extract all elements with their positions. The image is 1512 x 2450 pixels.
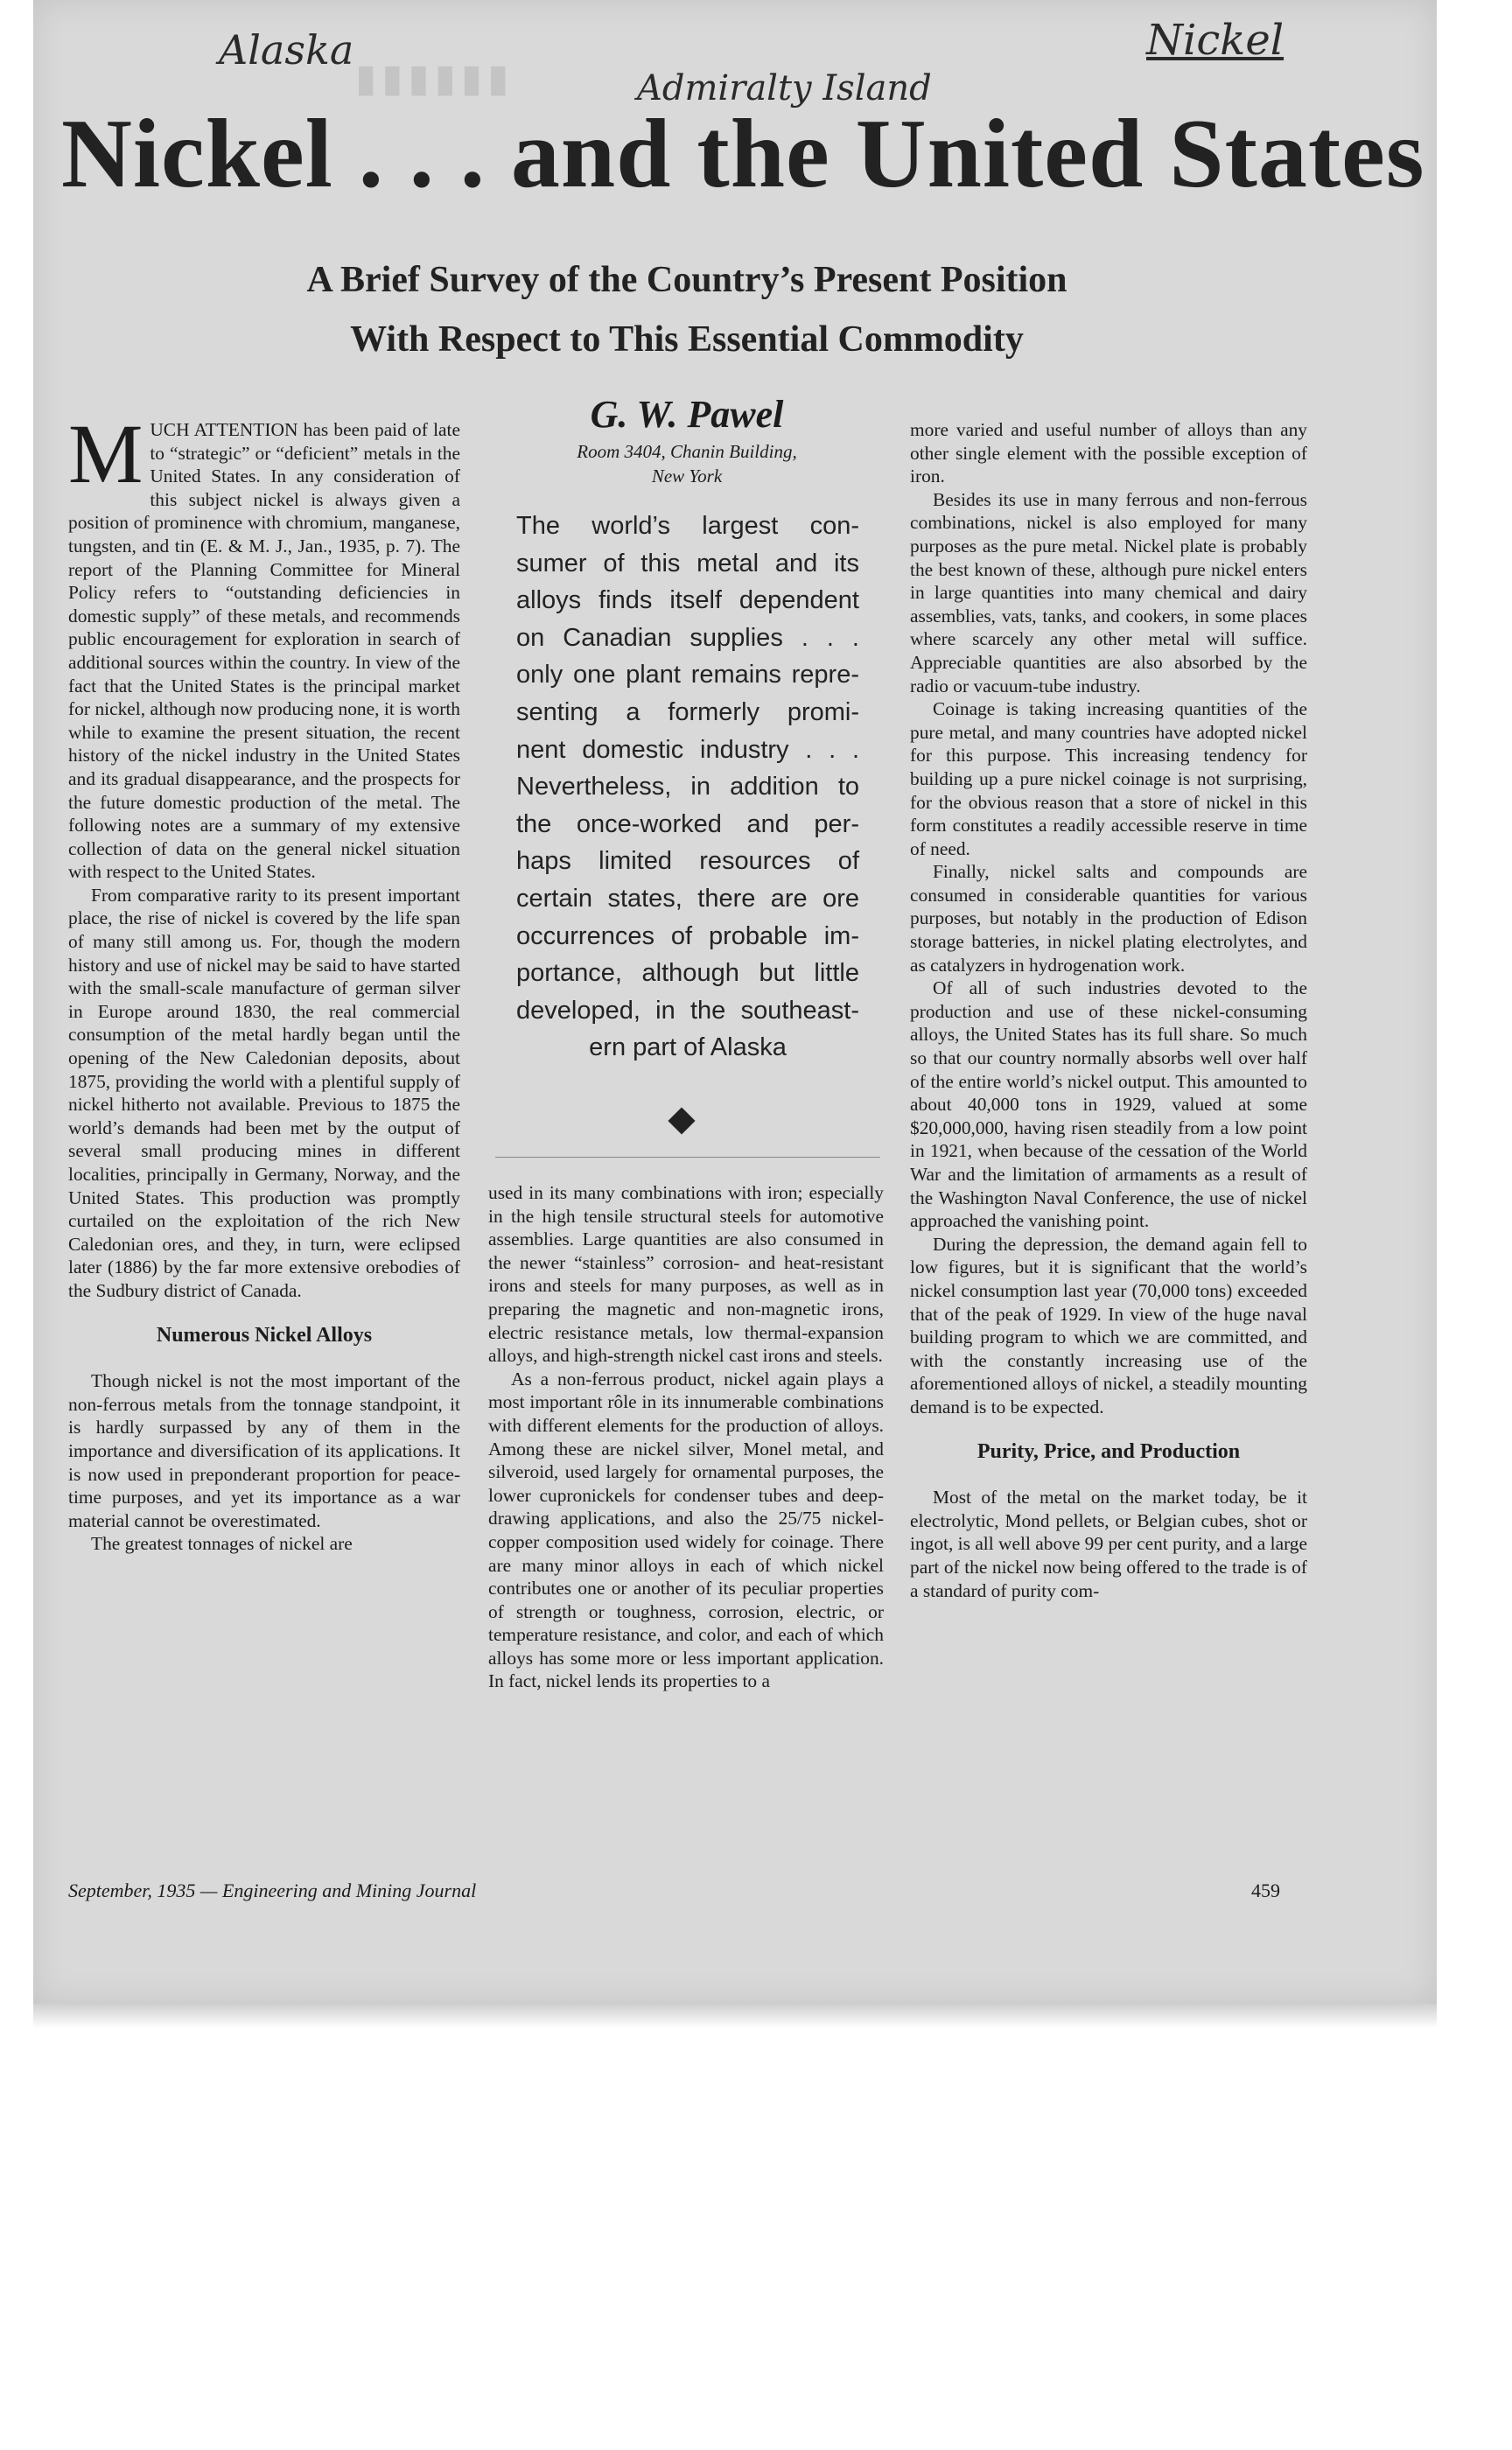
pull-quote-line: the once-worked and per- xyxy=(516,809,859,838)
pull-quote-line: on Canadian supplies . . . xyxy=(516,623,859,652)
pull-quote-line: portance, although but little xyxy=(516,959,859,988)
footer-publication-line: September, 1935 — Engineering and Mining Journal xyxy=(68,1880,477,1901)
page-number: 459 xyxy=(1251,1880,1280,1901)
paragraph: During the depression, the demand again fell to low figures, but it is significant that the world’s nickel consumption last year (70,000 tons) exceeded that of the peak of 1929. In view of the huge naval building program to which we are committed, and with the constantly increasing use of the aforementioned alloys of nickel, a steadily mounting demand is to be expected. xyxy=(910,1233,1307,1418)
faded-stamp-mark: ▮▮▮▮▮▮ xyxy=(355,57,514,100)
handwritten-note-alaska: Alaska xyxy=(219,26,354,74)
author-block xyxy=(490,390,884,488)
pull-quote-divider xyxy=(495,1157,880,1158)
author-name: G. W. Pawel xyxy=(590,393,784,436)
pull-quote-line: alloys finds itself dependent xyxy=(516,586,859,615)
column-middle xyxy=(488,1181,884,1693)
paragraph-text: UCH ATTENTION has been paid of late to “strategic” or “deficient” metals in the United States. In any consideration of this subject nickel is always given a position of prominence with chromium, manganese, tungsten, and tin (E. & M. J., Jan., 1935, p. 7). The report of the Planning Committee for Mineral Policy refers to “outstanding deficiencies in domestic supply” of these metals, and recommends public encouragement for exploration in search of additional sources within the country. In view of the fact that the United States is the principal market for nickel, although now producing none, it is worth while to examine the present situation, the recent history of the nickel industry in the United States and its gradual disappearance, and the prospects for the future domestic production of the metal. The following notes are a summary of my extensive collection of data on the general nickel situation with respect to the United States. xyxy=(68,419,460,883)
paragraph xyxy=(68,407,460,884)
handwritten-note-admiralty-island: Admiralty Island xyxy=(637,68,932,108)
article-subtitle xyxy=(88,250,1286,369)
paragraph: used in its many combinations with iron; especially in the high tensile structural steels for automotive assemblies. Large quantities are also consumed in the newer “stainless” corrosion- and heat-resistant irons and steels for many purposes, as well as in preparing the magnetic and non-magnetic irons, electric resistance metals, low thermal-expansion alloys, and high-strength nickel cast irons and steels. xyxy=(488,1182,884,1367)
column-left xyxy=(68,407,460,1556)
pull-quote-line: haps limited resources of xyxy=(516,847,859,876)
paragraph: From comparative rarity to its present important place, the rise of nickel is covered by the life span of many still among us. For, though the modern history and use of nickel may be said to have started with the small-scale manufacture of german silver in Europe around 1830, the real commercial consumption of the metal hardly began until the opening of the New Caledonian deposits, about 1875, providing the world with a plentiful supply of nickel hitherto not available. Previous to 1875 the world’s demands had been met by the output of several small producing mines in different localities, principally in Germany, Norway, and the United States. This production was promptly curtailed on the exploitation of the rich New Caledonian ores, and they, in turn, were eclipsed later (1886) by the far more extensive orebodies of the Sudbury district of Canada. xyxy=(68,884,460,1301)
paragraph: Coinage is taking increasing quantities of the pure metal, and many countries have adopted nickel for this purpose. This increasing tendency for building up a pure nickel coinage is not surprising, for the obvious reason that a store of nickel in this form constitutes a readily accessible reserve in time of need. xyxy=(910,698,1307,859)
paragraph: As a non-ferrous product, nickel again plays a most important rôle in its innumerable combinations with different elements for the production of alloys. Among these are nickel silver, Monel metal, and silveroid, used largely for ornamental purposes, the lower cupronickels for condenser tubes and deep-drawing applications, and also the 25/75 nickel-copper composition used widely for coinage. There are many minor alloys in each of which nickel contributes one or another of its peculiar properties of strength or toughness, corrosion, electric, or temperature resistance, and color, and each of which alloys has some more or less important application. In fact, nickel lends its properties to a xyxy=(488,1368,884,1692)
pull-quote-line: senting a formerly promi- xyxy=(516,697,859,726)
pull-quote xyxy=(516,508,859,1067)
sheet-bottom-edge xyxy=(33,2004,1437,2028)
paragraph: Though nickel is not the most important of the non-ferrous metals from the tonnage standpoint, it is hardly surpassed by any of them in the importance and diversification of its applications. It is now used in preponderant proportion for peace-time purposes, and yet its importance as a war material cannot be overestimated. xyxy=(68,1370,460,1531)
pull-quote-line: only one plant remains repre- xyxy=(516,661,859,690)
handwritten-note-nickel: Nickel xyxy=(1146,16,1284,65)
paragraph: The greatest tonnages of nickel are xyxy=(91,1533,353,1555)
paragraph: Most of the metal on the market today, be it electrolytic, Mond pellets, or Belgian cubes, shot or ingot, is all well above 99 per cent purity, and a large part of the nickel now being offered to the trade is of a standard of purity com- xyxy=(910,1487,1307,1601)
pull-quote-line: ern part of Alaska xyxy=(589,1033,787,1062)
article-headline: Nickel . . . and the United States xyxy=(61,100,1425,208)
section-heading-alloys: Numerous Nickel Alloys xyxy=(156,1323,373,1347)
column-right xyxy=(910,418,1307,1602)
paragraph: Besides its use in many ferrous and non-ferrous combinations, nickel is also employed for many purposes as the pure metal. Nickel plate is probably the best known of these, although pure nickel enters in large quantities into many chemical and dairy assemblies, vats, tanks, and cookers, in some places where scarcely any other metal will suffice. Appreciable quantities are also absorbed by the radio or vacuum-tube industry. xyxy=(910,488,1307,696)
pull-quote-line: nent domestic industry . . . xyxy=(516,735,859,764)
pull-quote-line: sumer of this metal and its xyxy=(516,549,859,578)
author-address-line-1: Room 3404, Chanin Building, xyxy=(577,441,797,462)
subtitle-line-2: With Respect to This Essential Commodity xyxy=(350,319,1024,360)
pull-quote-line: developed, in the southeast- xyxy=(516,996,859,1025)
paragraph: Of all of such industries devoted to the production and use of these nickel-consuming alloys, the United States has its full share. So much so that our country normally absorbs well over half of the entire world’s nickel output. This amounted to about 40,000 tons in 1929, valued at some $20,000,000, having risen steadily from a low point in 1921, when because of the cessation of the World War and the limitation of armaments as a result of the Washington Naval Conference, the use of nickel approached the vanishing point. xyxy=(910,977,1307,1232)
drop-cap: M xyxy=(68,407,144,500)
pull-quote-line: certain states, there are ore xyxy=(516,884,859,913)
pull-quote-line: Nevertheless, in addition to xyxy=(516,773,859,802)
paragraph: more varied and useful number of alloys than any other single element with the possible exception of iron. xyxy=(910,419,1307,487)
paragraph: Finally, nickel salts and compounds are consumed in considerable quantities for various purposes, but notably in the production of Edison storage batteries, in nickel plating electrolytes, and as catalyzers in hydrogenation work. xyxy=(910,861,1307,976)
section-heading-purity: Purity, Price, and Production xyxy=(976,1439,1241,1463)
subtitle-line-1: A Brief Survey of the Country’s Present Position xyxy=(306,260,1068,300)
pull-quote-line: The world’s largest con- xyxy=(516,512,859,540)
pull-quote-line: occurrences of probable im- xyxy=(516,921,859,950)
author-address-line-2: New York xyxy=(651,466,723,486)
